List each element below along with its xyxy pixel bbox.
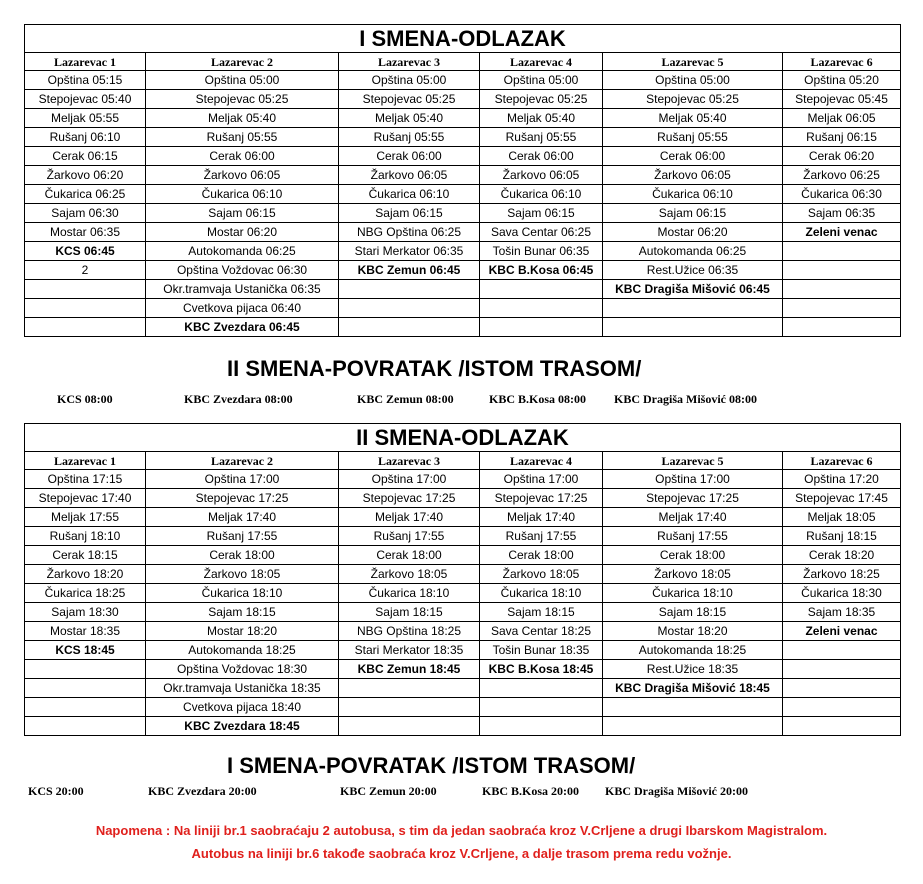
table-row [25,318,901,337]
schedule-cell: Opština 05:00 [146,71,339,90]
schedule-cell: Autokomanda 18:25 [146,641,339,660]
schedule-cell: Čukarica 06:30 [783,185,901,204]
schedule-cell: Opština 05:00 [480,71,603,90]
schedule-cell: Stepojevac 05:25 [339,90,480,109]
schedule-cell: Čukarica 06:25 [25,185,146,204]
schedule-cell: Cerak 18:00 [146,546,339,565]
schedule-cell: Žarkovo 18:05 [603,565,783,584]
schedule-cell: Mostar 18:35 [25,622,146,641]
schedule-cell: Žarkovo 18:25 [783,565,901,584]
column-header: Lazarevac 2 [146,452,339,470]
schedule-cell: Stepojevac 05:40 [25,90,146,109]
schedule-cell: Mostar 18:20 [603,622,783,641]
schedule-cell: Mostar 06:35 [25,223,146,242]
column-header: Lazarevac 6 [783,452,901,470]
schedule-cell: Opština 17:20 [783,470,901,489]
table-row [25,527,901,546]
schedule-cell: Opština 17:15 [25,470,146,489]
schedule-cell: Stepojevac 05:25 [603,90,783,109]
column-header: Lazarevac 1 [25,452,146,470]
table-row [25,660,901,679]
table-row [25,508,901,527]
schedule-cell: Rušanj 18:10 [25,527,146,546]
schedule-cell: Žarkovo 18:05 [480,565,603,584]
schedule-cell: Autokomanda 06:25 [603,242,783,261]
schedule-cell [783,679,901,698]
schedule-cell: Sajam 06:15 [480,204,603,223]
schedule-cell: Rušanj 06:10 [25,128,146,147]
schedule-cell [25,717,146,736]
table-row [25,641,901,660]
column-header: Lazarevac 1 [25,53,146,71]
schedule-cell: Okr.tramvaja Ustanička 06:35 [146,280,339,299]
schedule-cell [603,299,783,318]
schedule-cell: Stari Merkator 18:35 [339,641,480,660]
return-time: KBC B.Kosa 08:00 [489,392,587,406]
schedule-cell: Stepojevac 05:25 [480,90,603,109]
schedule-cell: KBC B.Kosa 06:45 [480,261,603,280]
schedule-cell: Cerak 06:00 [603,147,783,166]
schedule-cell [783,280,901,299]
schedule-cell: Opština 05:15 [25,71,146,90]
schedule-cell: Opština 17:00 [603,470,783,489]
schedule-cell: Sajam 18:15 [480,603,603,622]
schedule-cell [783,299,901,318]
schedule-cell: Žarkovo 18:05 [339,565,480,584]
schedule-cell: Žarkovo 18:05 [146,565,339,584]
schedule-cell [603,717,783,736]
note-line-2: Autobus na liniji br.6 takođe saobraća kroz V.Crljene, a dalje trasom prema redu vožnje. [191,846,732,861]
schedule-cell: Sajam 18:15 [603,603,783,622]
schedule-cell: KBC Zemun 06:45 [339,261,480,280]
schedule-cell: Čukarica 18:10 [339,584,480,603]
table-row [25,584,901,603]
schedule-cell: Meljak 17:55 [25,508,146,527]
schedule-cell: Žarkovo 18:20 [25,565,146,584]
schedule-cell [25,679,146,698]
schedule-cell: NBG Opština 06:25 [339,223,480,242]
schedule-cell: Meljak 17:40 [339,508,480,527]
schedule-cell: Meljak 05:40 [603,109,783,128]
schedule-cell: Tošin Bunar 06:35 [480,242,603,261]
schedule-cell: Rušanj 05:55 [603,128,783,147]
schedule-cell: KCS 06:45 [25,242,146,261]
table-row [25,280,901,299]
schedule-cell: Stepojevac 17:40 [25,489,146,508]
schedule-cell: Meljak 17:40 [603,508,783,527]
schedule-cell [25,318,146,337]
schedule-cell: Meljak 17:40 [480,508,603,527]
schedule-cell [339,299,480,318]
first-shift-departure-table [24,24,901,337]
schedule-cell: Žarkovo 06:25 [783,166,901,185]
schedule-cell: Mostar 06:20 [146,223,339,242]
note-line-1: Napomena : Na liniji br.1 saobraćaju 2 autobusa, s tim da jedan saobraća kroz V.Crljene a drugi Ibarskom Magistralom. [95,823,828,838]
table-row [25,546,901,565]
schedule-cell: Žarkovo 06:20 [25,166,146,185]
schedule-cell [480,717,603,736]
schedule-cell: Rušanj 06:15 [783,128,901,147]
schedule-cell: Rušanj 17:55 [480,527,603,546]
schedule-cell [339,717,480,736]
return-time: KBC Zemun 20:00 [340,784,437,798]
schedule-cell: NBG Opština 18:25 [339,622,480,641]
schedule-cell: Stari Merkator 06:35 [339,242,480,261]
return-time: KBC Zemun 08:00 [357,392,454,406]
schedule-cell: Cerak 18:00 [339,546,480,565]
schedule-cell [480,698,603,717]
column-header: Lazarevac 2 [146,53,339,71]
table-row [25,71,901,90]
schedule-cell [783,698,901,717]
column-header: Lazarevac 5 [603,452,783,470]
schedule-cell: Sajam 06:35 [783,204,901,223]
table-title: II SMENA-ODLAZAK [25,424,901,452]
return-time: KCS 20:00 [28,784,84,798]
schedule-cell [783,261,901,280]
column-header: Lazarevac 5 [603,53,783,71]
table-row [25,242,901,261]
schedule-cell [783,660,901,679]
column-header: Lazarevac 3 [339,53,480,71]
schedule-cell: Čukarica 06:10 [480,185,603,204]
schedule-cell: Žarkovo 06:05 [339,166,480,185]
schedule-cell: Cerak 06:00 [146,147,339,166]
return-time: KBC Zvezdara 20:00 [148,784,257,798]
schedule-cell: Cerak 18:15 [25,546,146,565]
schedule-cell: Sajam 06:15 [603,204,783,223]
schedule-cell: Čukarica 06:10 [339,185,480,204]
schedule-cell: Rest.Užice 06:35 [603,261,783,280]
schedule-cell: Cerak 18:00 [480,546,603,565]
schedule-cell: Čukarica 18:10 [480,584,603,603]
schedule-cell: Rušanj 05:55 [339,128,480,147]
table-row [25,90,901,109]
schedule-cell: Rušanj 05:55 [480,128,603,147]
schedule-cell: Stepojevac 17:45 [783,489,901,508]
schedule-cell: 2 [25,261,146,280]
return-time: KBC Dragiša Mišović 08:00 [614,392,757,406]
schedule-cell: Čukarica 18:30 [783,584,901,603]
schedule-cell: Stepojevac 17:25 [339,489,480,508]
schedule-cell: Čukarica 18:25 [25,584,146,603]
table-row [25,603,901,622]
schedule-cell: Meljak 17:40 [146,508,339,527]
schedule-cell: Cerak 06:15 [25,147,146,166]
schedule-cell: Meljak 05:40 [480,109,603,128]
return-time: KBC Zvezdara 08:00 [184,392,293,406]
schedule-cell: Meljak 06:05 [783,109,901,128]
table-row [25,147,901,166]
schedule-cell [339,698,480,717]
schedule-cell: Rušanj 18:15 [783,527,901,546]
table-row [25,128,901,147]
schedule-cell: Stepojevac 05:25 [146,90,339,109]
table-row [25,299,901,318]
schedule-cell: KBC Dragiša Mišović 18:45 [603,679,783,698]
schedule-cell: Stepojevac 17:25 [146,489,339,508]
schedule-cell [480,318,603,337]
schedule-cell: Cerak 06:20 [783,147,901,166]
schedule-cell: KBC Zvezdara 18:45 [146,717,339,736]
schedule-cell: Sajam 18:30 [25,603,146,622]
schedule-cell [783,641,901,660]
schedule-cell: Cvetkova pijaca 06:40 [146,299,339,318]
table-row [25,622,901,641]
table-row [25,470,901,489]
table-row [25,223,901,242]
schedule-cell [25,660,146,679]
schedule-cell [480,679,603,698]
schedule-cell: KBC Zemun 18:45 [339,660,480,679]
column-header: Lazarevac 4 [480,53,603,71]
schedule-cell: Opština 17:00 [146,470,339,489]
schedule-cell [603,318,783,337]
table-row [25,565,901,584]
schedule-cell: Cerak 18:20 [783,546,901,565]
schedule-cell: Sava Centar 18:25 [480,622,603,641]
schedule-cell [480,299,603,318]
second-shift-departure-table [24,423,901,736]
schedule-cell: Rušanj 05:55 [146,128,339,147]
schedule-cell: Mostar 06:20 [603,223,783,242]
schedule-cell: Cerak 06:00 [339,147,480,166]
schedule-cell [783,717,901,736]
schedule-cell: Rušanj 17:55 [339,527,480,546]
schedule-cell: Tošin Bunar 18:35 [480,641,603,660]
table-row [25,185,901,204]
schedule-cell: Sajam 06:30 [25,204,146,223]
schedule-cell [783,242,901,261]
column-header: Lazarevac 6 [783,53,901,71]
schedule-cell: Zeleni venac [783,223,901,242]
schedule-cell: Opština 17:00 [480,470,603,489]
schedule-cell: Meljak 18:05 [783,508,901,527]
return-time: KCS 08:00 [57,392,113,406]
schedule-cell [339,679,480,698]
schedule-cell [25,299,146,318]
schedule-cell: Opština 05:20 [783,71,901,90]
schedule-cell: Cerak 18:00 [603,546,783,565]
schedule-cell: Autokomanda 06:25 [146,242,339,261]
table-row [25,698,901,717]
return-time: KBC Dragiša Mišović 20:00 [605,784,748,798]
schedule-cell: Čukarica 06:10 [146,185,339,204]
schedule-cell: KBC B.Kosa 18:45 [480,660,603,679]
schedule-cell: Mostar 18:20 [146,622,339,641]
schedule-cell: Čukarica 06:10 [603,185,783,204]
schedule-cell: KCS 18:45 [25,641,146,660]
schedule-cell: Meljak 05:55 [25,109,146,128]
schedule-cell: Opština 17:00 [339,470,480,489]
table-row [25,717,901,736]
schedule-cell [25,698,146,717]
schedule-cell: Opština 05:00 [339,71,480,90]
table-row [25,679,901,698]
schedule-cell: Rušanj 17:55 [146,527,339,546]
schedule-cell: KBC Zvezdara 06:45 [146,318,339,337]
schedule-cell: Rušanj 17:55 [603,527,783,546]
schedule-cell: Žarkovo 06:05 [603,166,783,185]
schedule-cell [339,280,480,299]
schedule-cell: Stepojevac 17:25 [480,489,603,508]
return-time: KBC B.Kosa 20:00 [482,784,580,798]
schedule-cell: Sava Centar 06:25 [480,223,603,242]
schedule-cell: Autokomanda 18:25 [603,641,783,660]
table-row [25,204,901,223]
schedule-cell: Žarkovo 06:05 [146,166,339,185]
schedule-cell: Opština 05:00 [603,71,783,90]
table-row [25,261,901,280]
schedule-cell: Stepojevac 17:25 [603,489,783,508]
schedule-cell [783,318,901,337]
schedule-cell: Sajam 18:35 [783,603,901,622]
schedule-cell: Opština Voždovac 06:30 [146,261,339,280]
schedule-cell: Cvetkova pijaca 18:40 [146,698,339,717]
schedule-cell: Žarkovo 06:05 [480,166,603,185]
schedule-cell: Cerak 06:00 [480,147,603,166]
schedule-cell: Zeleni venac [783,622,901,641]
schedule-cell: Okr.tramvaja Ustanička 18:35 [146,679,339,698]
schedule-cell [603,698,783,717]
schedule-cell: Meljak 05:40 [339,109,480,128]
schedule-cell [25,280,146,299]
column-header: Lazarevac 3 [339,452,480,470]
schedule-cell: Sajam 06:15 [339,204,480,223]
schedule-cell: Sajam 06:15 [146,204,339,223]
schedule-cell: Meljak 05:40 [146,109,339,128]
schedule-cell: Rest.Užice 18:35 [603,660,783,679]
schedule-cell [480,280,603,299]
schedule-cell: Sajam 18:15 [339,603,480,622]
schedule-cell: Čukarica 18:10 [603,584,783,603]
table-title: I SMENA-ODLAZAK [25,25,901,53]
column-header: Lazarevac 4 [480,452,603,470]
schedule-cell: KBC Dragiša Mišović 06:45 [603,280,783,299]
schedule-cell [339,318,480,337]
table-row [25,489,901,508]
schedule-cell: Čukarica 18:10 [146,584,339,603]
first-shift-return-title: I SMENA-POVRATAK /ISTOM TRASOM/ [227,753,636,778]
schedule-cell: Opština Voždovac 18:30 [146,660,339,679]
table-row [25,166,901,185]
table-row [25,109,901,128]
schedule-cell: Sajam 18:15 [146,603,339,622]
second-shift-return-title: II SMENA-POVRATAK /ISTOM TRASOM/ [227,356,642,381]
schedule-cell: Stepojevac 05:45 [783,90,901,109]
